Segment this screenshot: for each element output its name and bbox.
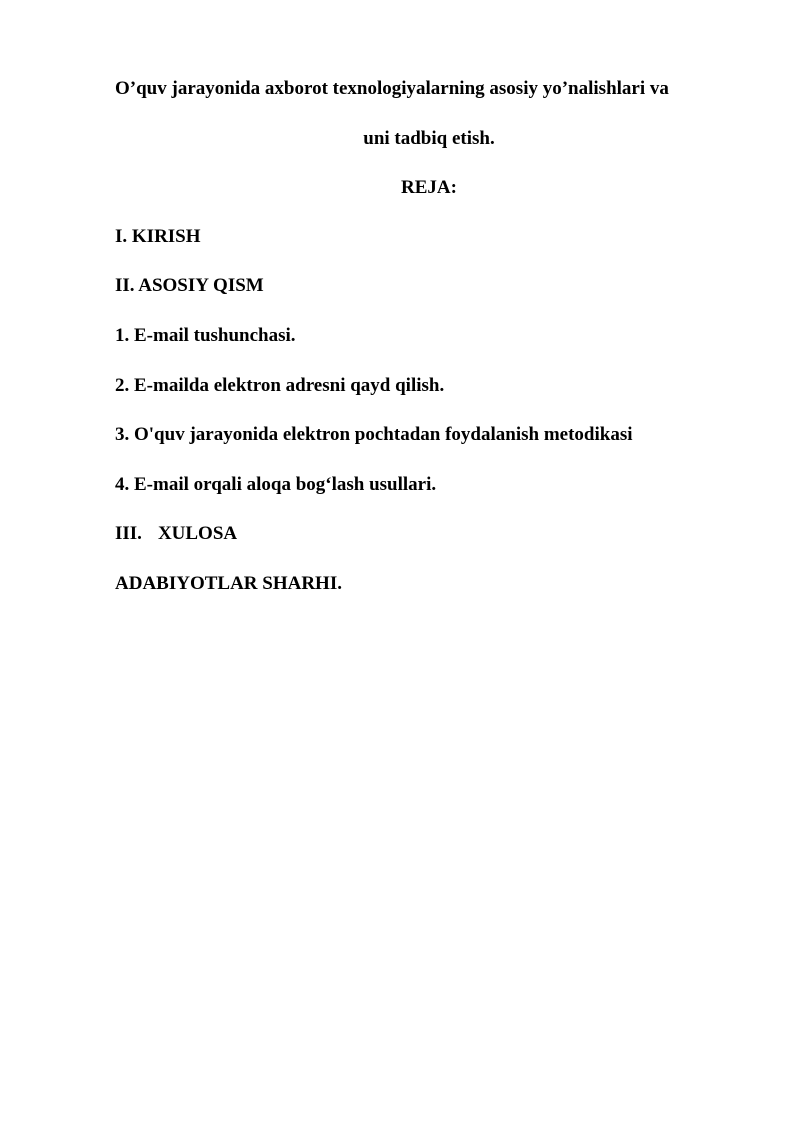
document-title-line-2: uni tadbiq etish. bbox=[363, 128, 495, 149]
document-title-line-1: O’quv jarayonida axborot texnologiyalarning asosiy yo’nalishlari va bbox=[115, 78, 669, 99]
plan-item-email-registration: 2. E-mailda elektron adresni qayd qilish. bbox=[115, 375, 445, 396]
plan-item-email-communication: 4. E-mail orqali aloqa bog‘lash usullari. bbox=[115, 474, 437, 495]
plan-item-references: ADABIYOTLAR SHARHI. bbox=[115, 573, 342, 594]
plan-item-conclusion bbox=[115, 522, 237, 546]
plan-item-conclusion-number: III. bbox=[115, 523, 142, 544]
plan-item-email-concept: 1. E-mail tushunchasi. bbox=[115, 325, 296, 346]
plan-item-email-methodology: 3. O'quv jarayonida elektron pochtadan foydalanish metodikasi bbox=[115, 424, 633, 445]
plan-item-introduction: I. KIRISH bbox=[115, 226, 201, 247]
plan-heading: REJA: bbox=[401, 177, 457, 198]
plan-item-conclusion-label: XULOSA bbox=[157, 523, 238, 544]
plan-item-main-part: II. ASOSIY QISM bbox=[115, 275, 264, 296]
